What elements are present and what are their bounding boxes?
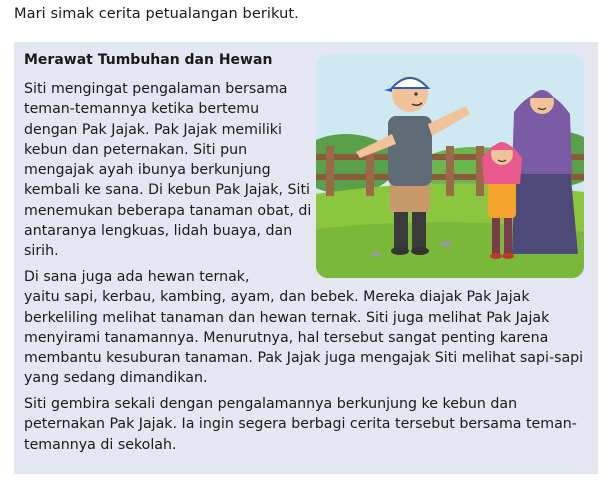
- story-paragraph-3: Siti gembira sekali dengan pengalamannya berkunjung ke kebun dan peternakan Pak Jajak. Ia ingin segera berbagi cerita tersebut bersama teman-temannya di sekolah.: [24, 396, 577, 453]
- garden-scene-image: [316, 54, 584, 278]
- story-paragraph-2-rest: yaitu sapi, kerbau, kambing, ayam, dan bebek. Mereka diajak Pak Jajak berkeliling melihat tanaman dan hewan ternak. Siti juga melihat Pak Jajak menyirami tanamannya. Menurutnya, hal tersebut sangat penting karena membantu kesuburan tanaman. Pak Jajak juga mengajak Siti melihat sapi-sapi yang sedang dimandikan.: [24, 289, 584, 387]
- story-title: Merawat Tumbuhan dan Hewan: [24, 52, 273, 68]
- story-paragraph-2: [24, 267, 592, 389]
- intro-text: Mari simak cerita petualangan berikut.: [14, 6, 299, 22]
- story-illustration: [316, 54, 584, 278]
- story-paragraph-2-first-line: Di sana juga ada hewan ternak,: [24, 269, 250, 285]
- story-paragraph-1: Siti mengingat pengalaman bersama teman-temannya ketika bertemu dengan Pak Jajak. Pak Jajak memiliki kebun dan peternakan. Siti pun mengajak ayah ibunya berkunjung kembali ke sana. Di kebun Pak Jajak, Siti menemukan beberapa tanaman obat, di antaranya lengkuas, lidah buaya, dan sirih.: [24, 81, 312, 260]
- story-box: [14, 42, 598, 474]
